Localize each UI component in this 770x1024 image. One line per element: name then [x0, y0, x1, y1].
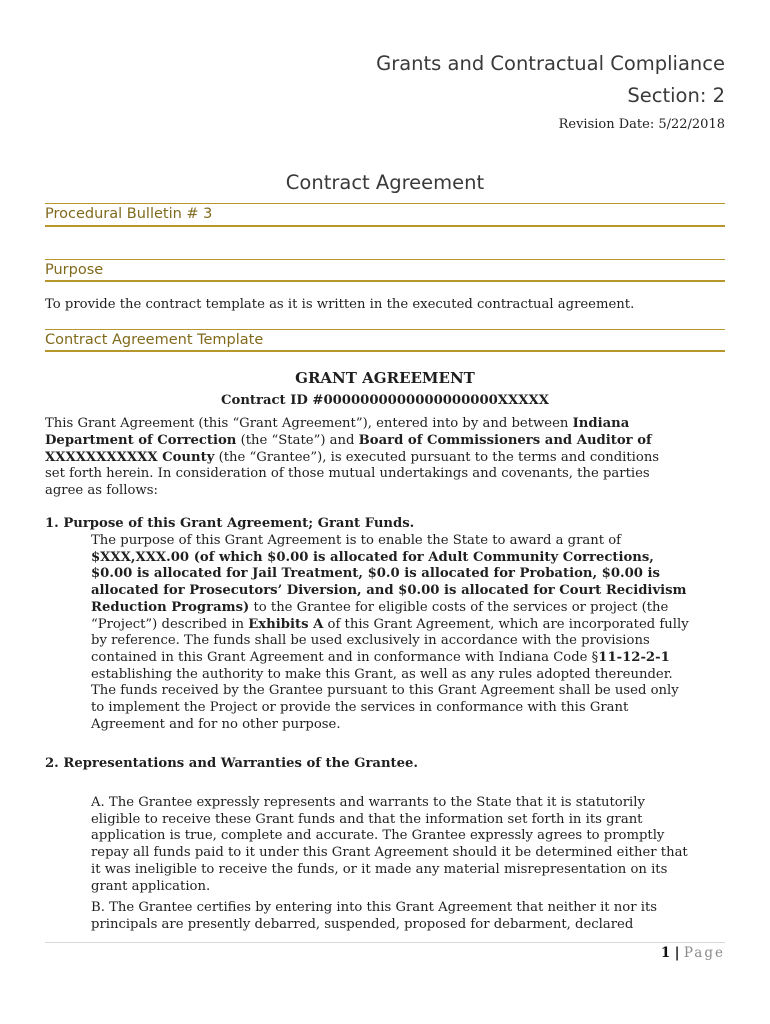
page-separator: |	[674, 945, 680, 961]
intro-segment: XXXXXXXXXXX County	[45, 450, 215, 465]
intro-line	[45, 416, 629, 433]
agreement-title: GRANT AGREEMENT	[295, 369, 475, 387]
divider	[45, 329, 725, 330]
divider	[45, 280, 725, 282]
purpose-text: To provide the contract template as it is written in the executed contractual agreement.	[45, 297, 635, 312]
purpose-heading: Purpose	[45, 262, 104, 278]
section1-line	[91, 667, 673, 684]
section1-segment: 11-12-2-1	[598, 649, 670, 665]
section1-segment: $XXX,XXX.00 (of which $0.00 is allocated for Adult Community Corrections,	[91, 549, 654, 565]
page-label: Page	[683, 945, 725, 961]
section1-line	[91, 566, 660, 583]
intro-line	[45, 483, 158, 500]
revision-date: Revision Date: 5/22/2018	[558, 117, 725, 132]
section1-segment: of this Grant Agreement, which are incorporated fully	[323, 616, 689, 632]
intro-segment: Indiana	[572, 416, 630, 431]
page-number: 1	[660, 945, 671, 961]
section1-segment: by reference. The funds shall be used exclusively in accordance with the provisions	[91, 633, 650, 649]
section1-line	[91, 583, 687, 600]
header-section: Section: 2	[627, 84, 725, 107]
divider	[45, 259, 725, 260]
paragraph-line: A. The Grantee expressly represents and warrants to the State that it is statutorily	[91, 795, 645, 810]
bulletin-heading: Procedural Bulletin # 3	[45, 206, 213, 222]
divider	[45, 350, 725, 352]
section1-segment: to implement the Project or provide the services in conformance with this Grant	[91, 700, 629, 715]
paragraph-line: application is true, complete and accurate. The Grantee expressly agrees to promptly	[91, 828, 665, 844]
section1-heading: 1. Purpose of this Grant Agreement; Grant Funds.	[45, 516, 415, 531]
paragraph-line: principals are presently debarred, suspended, proposed for debarment, declared	[91, 916, 634, 932]
section1-segment: The purpose of this Grant Agreement is to enable the State to award a grant of	[91, 533, 622, 548]
section1-line	[91, 717, 341, 734]
section1-line	[91, 617, 689, 634]
section1-segment: establishing the authority to make this Grant, as well as any rules adopted thereunder.	[91, 666, 673, 682]
template-heading: Contract Agreement Template	[45, 332, 264, 348]
paragraph-line: eligible to receive these Grant funds and that the information set forth in its grant	[91, 811, 643, 827]
section1-line	[91, 700, 628, 717]
intro-line	[45, 450, 659, 467]
footer-divider	[45, 942, 725, 943]
section1-line	[91, 600, 668, 617]
section1-line	[91, 650, 670, 667]
contract-id: Contract ID #0000000000000000000XXXXX	[221, 393, 549, 408]
document-title: Contract Agreement	[285, 171, 485, 194]
intro-line	[45, 466, 650, 483]
section1-segment: allocated for Prosecutors’ Diversion, and $0.00 is allocated for Court Recidivism	[91, 583, 687, 599]
paragraph-line: grant application.	[91, 878, 211, 894]
divider	[45, 225, 725, 227]
section1-segment: contained in this Grant Agreement and in conformance with Indiana Code §	[91, 649, 599, 665]
section1-segment: Reduction Programs)	[91, 599, 250, 615]
header-title: Grants and Contractual Compliance	[376, 52, 725, 75]
section1-segment: “Project”) described in	[91, 616, 249, 632]
paragraph-line: it was ineligible to receive the funds, or it made any material misrepresentation on its	[91, 861, 668, 877]
intro-line	[45, 433, 652, 450]
section1-segment: Agreement and for no other purpose.	[91, 716, 341, 732]
section1-segment: The funds received by the Grantee pursuant to this Grant Agreement shall be used only	[91, 683, 679, 699]
intro-segment: set forth herein. In consideration of those mutual undertakings and covenants, the parties	[45, 466, 650, 481]
intro-segment: Department of Correction	[45, 433, 237, 448]
intro-segment: agree as follows:	[45, 483, 158, 498]
section1-line	[91, 683, 679, 700]
section1-segment: Exhibits A	[248, 616, 324, 632]
intro-segment: (the “State”) and	[236, 433, 359, 448]
divider	[45, 203, 725, 204]
section1-line	[91, 550, 654, 567]
page-footer	[661, 945, 725, 961]
section1-segment: $0.00 is allocated for Jail Treatment, $0.0 is allocated for Probation, $0.00 is	[91, 566, 660, 582]
paragraph-line: repay all funds paid to it under this Grant Agreement should it be determined either that	[91, 845, 688, 861]
intro-segment: (the “Grantee”), is executed pursuant to the terms and conditions	[214, 450, 660, 465]
section1-segment: to the Grantee for eligible costs of the services or project (the	[249, 599, 669, 615]
intro-segment: This Grant Agreement (this “Grant Agreement”), entered into by and between	[45, 416, 573, 431]
section1-line	[91, 633, 650, 650]
section1-line	[91, 533, 621, 550]
paragraph-line: B. The Grantee certifies by entering into this Grant Agreement that neither it nor its	[91, 900, 658, 915]
intro-segment: Board of Commissioners and Auditor of	[358, 433, 652, 448]
section2-heading: 2. Representations and Warranties of the Grantee.	[45, 756, 419, 771]
